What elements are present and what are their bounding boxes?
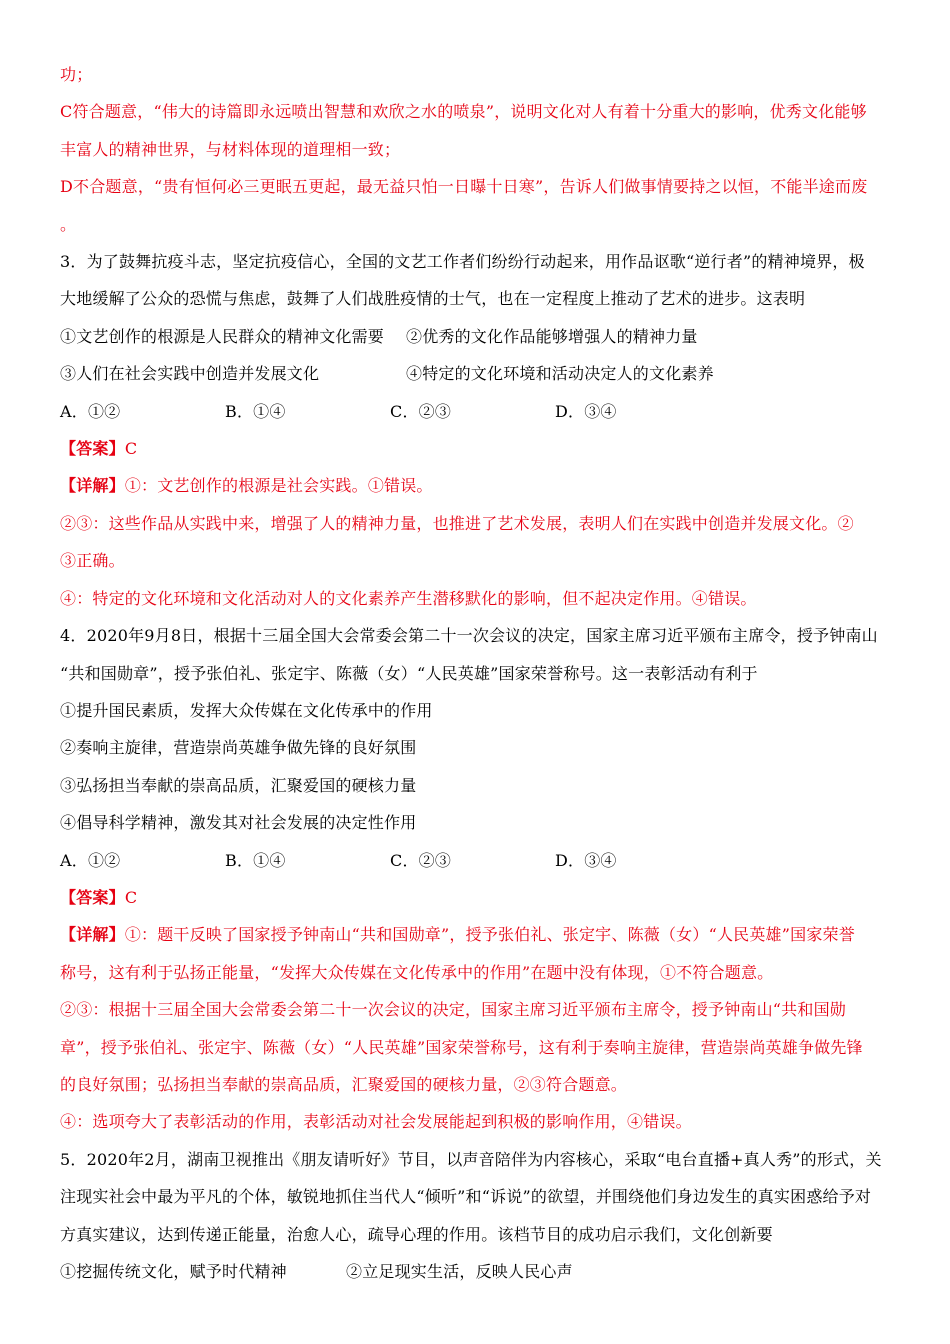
q3-detail-line-2: ②③：这些作品从实践中来，增强了人的精神力量，也推进了艺术发展，表明人们在实践中创造并发展文化。②: [60, 513, 854, 533]
q3-detail-tag: 【详解】: [60, 476, 125, 496]
q3-choices-row-2: [60, 355, 896, 392]
q4-detail-line-4: 章”，授予张伯礼、张定宇、陈薇（女）“人民英雄”国家荣誉称号，这有利于奏响主旋律，营造崇尚英雄争做先锋: [60, 1037, 863, 1057]
q4-choice-2: ②奏响主旋律，营造崇尚英雄争做先锋的良好氛围: [60, 738, 417, 758]
q4-detail-tag: 【详解】: [60, 925, 125, 945]
q3-detail-line-1: [60, 467, 896, 504]
q5-stem-line-3: 方真实建议，达到传递正能量，治愈人心，疏导心理的作用。该档节目的成功启示我们，文化创新要: [60, 1224, 773, 1244]
document-page: [60, 56, 896, 1290]
prev-detail-line-2: C符合题意，“伟大的诗篇即永远喷出智慧和欢欣之水的喷泉”，说明文化对人有着十分重大的影响，优秀文化能够: [60, 102, 867, 122]
q5-choice-2: ②立足现实生活，反映人民心声: [346, 1262, 573, 1281]
q3-option-a: A．①②: [60, 401, 121, 421]
q3-choice-3: ③人们在社会实践中创造并发展文化: [60, 364, 320, 384]
q4-option-c: C．②③: [390, 850, 452, 870]
q4-choice-4: ④倡导科学精神，激发其对社会发展的决定性作用: [60, 813, 417, 833]
q4-detail-text-1: ①：题干反映了国家授予钟南山“共和国勋章”，授予张伯礼、张定宇、陈薇（女）“人民英雄”国家荣誉: [124, 925, 855, 945]
q4-option-d: D．③④: [555, 850, 617, 870]
q3-detail-text-1: ①：文艺创作的根源是社会实践。①错误。: [124, 476, 433, 496]
q4-option-a: A．①②: [60, 850, 121, 870]
prev-detail-line-5: 。: [60, 214, 77, 234]
q4-choice-3: ③弘扬担当奉献的崇高品质，汇聚爱国的硬核力量: [60, 775, 417, 795]
prev-detail-line-3: 丰富人的精神世界，与材料体现的道理相一致；: [60, 139, 401, 159]
q4-stem-line-1: 4．2020年9月8日，根据十三届全国大会常委会第二十一次会议的决定，国家主席习近平颁布主席令，授予钟南山: [60, 626, 878, 646]
prev-detail-line-4: D不合题意，“贵有恒何必三更眠五更起，最无益只怕一日曝十日寒”，告诉人们做事情要持之以恒，不能半途而废: [60, 177, 868, 197]
q5-stem-line-1: 5．2020年2月，湖南卫视推出《朋友请听好》节目，以声音陪伴为内容核心，采取“电台直播+真人秀”的形式，关: [60, 1149, 882, 1169]
q3-option-d: D．③④: [555, 401, 617, 421]
q4-answer-line: [60, 879, 896, 916]
q3-answer: C: [124, 439, 138, 459]
q3-choices-row-1: [60, 318, 896, 355]
q3-option-b: B．①④: [225, 401, 286, 421]
q5-choices-row-1: [60, 1253, 896, 1290]
q3-choice-4: ④特定的文化环境和活动决定人的文化素养: [406, 364, 714, 384]
q4-option-b: B．①④: [225, 850, 286, 870]
q3-answer-tag: 【答案】: [60, 439, 125, 459]
q4-answer-tag: 【答案】: [60, 887, 125, 907]
q3-detail-line-3: ③正确。: [60, 551, 125, 571]
q3-answer-line: [60, 430, 896, 467]
q3-choice-2: ②优秀的文化作品能够增强人的精神力量: [406, 326, 698, 346]
q3-choice-1: ①文艺创作的根源是人民群众的精神文化需要: [60, 326, 385, 346]
q3-option-c: C．②③: [390, 401, 452, 421]
q4-choice-1: ①提升国民素质，发挥大众传媒在文化传承中的作用: [60, 700, 433, 720]
q4-answer: C: [124, 887, 138, 907]
q4-options: [60, 842, 896, 879]
q4-detail-line-3: ②③：根据十三届全国大会常委会第二十一次会议的决定，国家主席习近平颁布主席令，授予钟南山“共和国勋: [60, 1000, 846, 1020]
q3-stem-line-1: 3．为了鼓舞抗疫斗志，坚定抗疫信心，全国的文艺工作者们纷纷行动起来，用作品讴歌“逆行者”的精神境界，极: [60, 252, 865, 272]
q5-stem-line-2: 注现实社会中最为平凡的个体，敏锐地抓住当代人“倾听”和“诉说”的欲望，并围绕他们身边发生的真实困惑给予对: [60, 1187, 872, 1207]
prev-detail-line-1: 功；: [60, 65, 93, 84]
q4-stem-line-2: “共和国勋章”，授予张伯礼、张定宇、陈薇（女）“人民英雄”国家荣誉称号。这一表彰活动有利于: [60, 663, 758, 683]
q4-detail-line-2: 称号，这有利于弘扬正能量，“发挥大众传媒在文化传承中的作用”在题中没有体现，①不符合题意。: [60, 962, 774, 982]
q3-stem-line-2: 大地缓解了公众的恐慌与焦虑，鼓舞了人们战胜疫情的士气，也在一定程度上推动了艺术的进步。这表明: [60, 289, 806, 309]
q4-detail-line-6: ④：选项夸大了表彰活动的作用，表彰活动对社会发展能起到积极的影响作用，④错误。: [60, 1112, 692, 1132]
q3-detail-line-4: ④：特定的文化环境和文化活动对人的文化素养产生潜移默化的影响，但不起决定作用。④错误。: [60, 588, 757, 608]
q4-detail-line-1: [60, 916, 896, 953]
q3-options: [60, 393, 896, 430]
q5-choice-1: ①挖掘传统文化，赋予时代精神: [60, 1262, 287, 1281]
q4-detail-line-5: 的良好氛围；弘扬担当奉献的崇高品质，汇聚爱国的硬核力量，②③符合题意。: [60, 1074, 628, 1094]
